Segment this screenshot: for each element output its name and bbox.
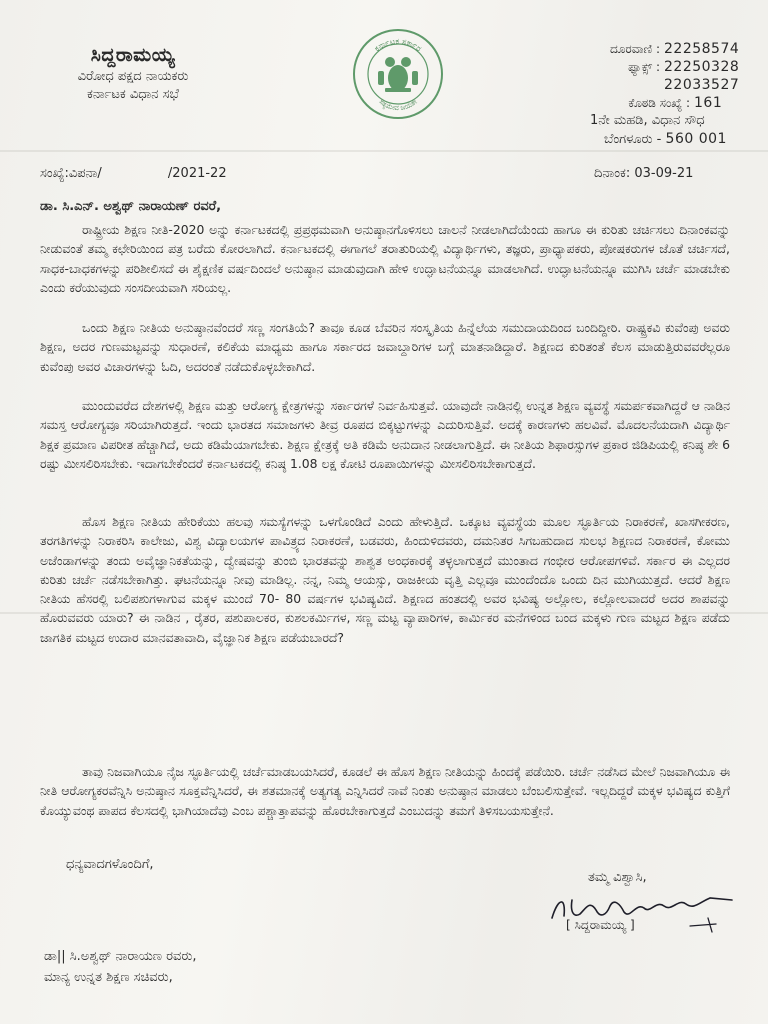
recipient-block xyxy=(44,946,196,988)
room-number: 161 xyxy=(694,95,723,111)
sender-designation: ವಿರೋಧ ಪಕ್ಷದ ನಾಯಕರು xyxy=(77,69,189,84)
government-emblem xyxy=(350,26,446,122)
date-label: ದಿನಾಂಕ: xyxy=(594,166,631,181)
letter-date xyxy=(594,166,693,181)
paragraph-3: ಮುಂದುವರೆದ ದೇಶಗಳಲ್ಲಿ ಶಿಕ್ಷಣ ಮತ್ತು ಆರೋಗ್ಯ ಕ್ಷೇತ್ರಗಳನ್ನು ಸರ್ಕಾರಗಳೆ ನಿರ್ವಹಿಸುತ್ತವೆ. ಯಾವುದೇ ನಾಡಿನಲ್ಲಿ ಉನ್ನತ ಶಿಕ್ಷಣ ವ್ಯವಸ್ಥೆ ಸಮರ್ಪಕವಾಗಿದ್ದರೆ ಆ ನಾಡಿನ ಸಮಸ್ತ ಆರೋಗ್ಯವೂ ಸರಿಯಾಗಿರುತ್ತದೆ. ಇಂದು ಭಾರತದ ಸಮಾಜಗಳು ತೀವ್ರ ರೂಪದ ಬಿಕ್ಕಟ್ಟುಗಳನ್ನು ಎದುರಿಸುತ್ತಿವೆ. ಅದಕ್ಕೆ ಕಾರಣಗಳು ಹಲವಿವೆ. ಮೊದಲನೆಯದಾಗಿ ವಿದ್ಯಾರ್ಥಿ ಶಿಕ್ಷಕ ಪ್ರಮಾಣ ವಿಪರೀತ ಹೆಚ್ಚಾಗಿದೆ, ಅದು ಕಡಿಮೆಯಾಗಬೇಕು. ಶಿಕ್ಷಣ ಕ್ಷೇತ್ರಕ್ಕೆ ಅತಿ ಕಡಿಮೆ ಅನುದಾನ ನೀಡಲಾಗುತ್ತಿದೆ. ಈ ನೀತಿಯ ಶಿಫಾರಸ್ಸುಗಳ ಪ್ರಕಾರ ಜಿಡಿಪಿಯಲ್ಲಿ ಕನಿಷ್ಠ ಶೇ 6 ರಷ್ಟು ಮೀಸಲಿರಿಸಬೇಕು. ಇದಾಗಬೇಕೆಂದರೆ ಕರ್ನಾಟಕದಲ್ಲಿ ಕನಿಷ್ಠ 1.08 ಲಕ್ಷ ಕೋಟಿ ರೂಪಾಯಿಗಳನ್ನು ಮೀಸಲಿರಿಸಬೇಕಾಗುತ್ತದೆ. xyxy=(40,398,730,471)
phone-label: ದೂರವಾಣಿ : xyxy=(609,42,660,56)
paragraph-1: ರಾಷ್ಟ್ರೀಯ ಶಿಕ್ಷಣ ನೀತಿ-2020 ಅನ್ನು ಕರ್ನಾಟಕದಲ್ಲಿ ಪ್ರಪ್ರಥಮವಾಗಿ ಅನುಷ್ಠಾನಗೊಳಿಸಲು ಚಾಲನೆ ನೀಡಲಾಗಿದೆಯೆಂದು ಹಾಗೂ ಈ ಕುರಿತು ಚರ್ಚಿಸಲು ದಿನಾಂಕವನ್ನು ನೀಡುವಂತೆ ತಮ್ಮ ಕಛೇರಿಯಿಂದ ಪತ್ರ ಬರೆದು ಕೋರಲಾಗಿದೆ. ಕರ್ನಾಟಕದಲ್ಲಿ ಈಗಾಗಲೆ ತರಾತುರಿಯಲ್ಲಿ ವಿದ್ಯಾರ್ಥಿಗಳು, ತಜ್ಞರು, ಪ್ರಾಧ್ಯಾಪಕರು, ಪೋಷಕರುಗಳ ಜೊತೆ ಚರ್ಚಿಸದೆ, ಸಾಧಕ-ಬಾಧಕಗಳನ್ನು ಪರಿಶೀಲಿಸದೆ ಈ ಶೈಕ್ಷಣಿಕ ವರ್ಷದಿಂದಲೆ ಅನುಷ್ಠಾನ ಮಾಡುವುದಾಗಿ ಹೇಳಿ ಉದ್ಘಾಟನೆಯನ್ನೂ ಮಾಡಲಾಗಿದೆ. ಉದ್ಘಾಟನೆಯನ್ನೂ ಮುಗಿಸಿ ಚರ್ಚೆ ಮಾಡಬೇಕು ಎಂದು ಕರೆಯುವುದು ಸಂಸದೀಯವಾಗಿ ಸರಿಯಲ್ಲ. xyxy=(40,222,730,295)
paragraph-2: ಒಂದು ಶಿಕ್ಷಣ ನೀತಿಯ ಅನುಷ್ಠಾನವೆಂದರೆ ಸಣ್ಣ ಸಂಗತಿಯೆ? ತಾವೂ ಕೂಡ ಬೆವರಿನ ಸಂಸ್ಕೃತಿಯ ಹಿನ್ನೆಲೆಯ ಸಮುದಾಯದಿಂದ ಬಂದಿದ್ದೀರಿ. ರಾಷ್ಟ್ರಕವಿ ಕುವೆಂಪು ಅವರು ಶಿಕ್ಷಣ, ಅದರ ಗುಣಮಟ್ಟವನ್ನು ಸುಧಾರಣೆ, ಕಲಿಕೆಯ ಮಾಧ್ಯಮ ಹಾಗೂ ಸರ್ಕಾರದ ಜವಾಬ್ದಾರಿಗಳ ಬಗ್ಗೆ ಮಾತನಾಡಿದ್ದಾರೆ. ಶಿಕ್ಷಣದ ಕುರಿತಂತೆ ಕೆಲಸ ಮಾಡುತ್ತಿರುವವರೆಲ್ಲರೂ ಕುವೆಂಪು ಅವರ ವಿಚಾರಗಳನ್ನು ಓದಿ, ಅದರಂತೆ ನಡೆದುಕೊಳ್ಳಬೇಕಾಗಿದೆ. xyxy=(40,320,730,374)
fax-number-1: 22250328 xyxy=(664,59,740,75)
fax-label: ಫ್ಯಾಕ್ಸ್ : xyxy=(628,60,660,74)
salutation: ಡಾ. ಸಿ.ಎನ್. ಅಶ್ವಥ್ ನಾರಾಯಣ್ ರವರೆ, xyxy=(40,199,222,214)
emblem-figure xyxy=(378,57,418,92)
paragraph-5: ತಾವು ನಿಜವಾಗಿಯೂ ನೈಜ ಸ್ಫೂರ್ತಿಯಲ್ಲಿ ಚರ್ಚೆಮಾಡಬಯಸಿದರೆ, ಕೂಡಲೆ ಈ ಹೊಸ ಶಿಕ್ಷಣ ನೀತಿಯನ್ನು ಹಿಂದಕ್ಕೆ ಪಡೆಯಿರಿ. ಚರ್ಚೆ ನಡೆಸಿದ ಮೇಲೆ ನಿಜವಾಗಿಯೂ ಈ ನೀತಿ ಆರೋಗ್ಯಕರವೆನ್ನಿಸಿ ಅನುಷ್ಠಾನ ಸೂಕ್ತವೆನ್ನಿಸಿದರೆ, ಈ ಶತಮಾನಕ್ಕೆ ಅತ್ಯಗತ್ಯ ಎನ್ನಿಸಿದರೆ ನಾವೆ ನಿಂತು ಅನುಷ್ಠಾನ ಮಾಡಲು ಬೆಂಬಲಿಸುತ್ತೇವೆ. ಇಲ್ಲದಿದ್ದರೆ ಮಕ್ಕಳ ಭವಿಷ್ಯದ ಕುತ್ತಿಗೆ ಕೊಯ್ಯುವಂಥ ಪಾಪದ ಕೆಲಸದಲ್ಲಿ ಭಾಗಿಯಾದೆವು ಎಂಬ ಪಶ್ಚಾತ್ತಾಪವನ್ನು ಹೊರಬೇಕಾಗುತ್ತದೆ ಎಂಬುದನ್ನು ತಮಗೆ ತಿಳಿಸಬಯಸುತ್ತೇನೆ. xyxy=(40,764,730,818)
signatory-name: [ ಸಿದ್ದರಾಮಯ್ಯ ] xyxy=(566,918,635,932)
closing-line: ಧನ್ಯವಾದಗಳೊಂದಿಗೆ, xyxy=(66,857,154,872)
address-line-1: 1ನೇ ಮಹಡಿ, ವಿಧಾನ ಸೌಧ xyxy=(590,113,705,128)
room-label: ಕೊಠಡಿ ಸಂಖ್ಯೆ : xyxy=(628,96,690,110)
fax-number-2: 22033527 xyxy=(664,77,740,93)
letterhead-block xyxy=(48,44,218,102)
paper-crease xyxy=(0,150,768,152)
reference-number xyxy=(40,166,227,181)
ref-label: ಸಂಖ್ಯೆ:ವಿಪನಾ/ xyxy=(40,166,102,181)
paragraph-4: ಹೊಸ ಶಿಕ್ಷಣ ನೀತಿಯ ಹೇರಿಕೆಯು ಹಲವು ಸಮಸ್ಯೆಗಳನ್ನು ಒಳಗೊಂಡಿದೆ ಎಂದು ಹೇಳುತ್ತಿದೆ. ಒಕ್ಕೂಟ ವ್ಯವಸ್ಥೆಯ ಮೂಲ ಸ್ಫೂರ್ತಿಯ ನಿರಾಕರಣೆ, ಖಾಸಗೀಕರಣ, ತರಗತಿಗಳನ್ನು ನಿರಾಕರಿಸಿ ಕಾಲೇಜು, ವಿಶ್ವ ವಿದ್ಯಾಲಯಗಳ ಪಾವಿತ್ರ್ಯದ ನಿರಾಕರಣೆ, ಬಡವರು, ಹಿಂದುಳಿದವರು, ದಮನಿತರ ಸಿಗಬಹುದಾದ ಸುಲಭ ಶಿಕ್ಷಣದ ನಿರಾಕರಣೆ, ಕೋಮು ಅಜೆಂಡಾಗಳನ್ನು ತಂದು ಅವೈಜ್ಞಾನಿಕತೆಯನ್ನು, ದ್ವೇಷವನ್ನು ತುಂಬಿ ಭಾರತವನ್ನು ಶಾಶ್ವತ ಅಂಧಕಾರಕ್ಕೆ ತಳ್ಳಲಾಗುತ್ತದೆ ಮುಂತಾದ ಗಂಭೀರ ಆರೋಪಗಳಿವೆ. ಸರ್ಕಾರ ಈ ಎಲ್ಲದರ ಕುರಿತು ಚರ್ಚೆ ನಡೆಸಬೇಕಾಗಿತ್ತು. ಘಟನೆಯನ್ನೂ ನೀವು ಮಾಡಿಲ್ಲ. ನನ್ನ, ನಿಮ್ಮ ಆಯಸ್ಸು, ರಾಜಕೀಯ ವೃತ್ತಿ ಎಲ್ಲವೂ ಮುಂದೆಂದೊ ಒಂದು ದಿನ ಮುಗಿಯುತ್ತದೆ. ಆದರೆ ಶಿಕ್ಷಣ ನೀತಿಯ ಹೆಸರಲ್ಲಿ ಬಲಿಪಶುಗಳಾಗುವ ಮಕ್ಕಳ ಮುಂದೆ 70- 80 ವರ್ಷಗಳ ಭವಿಷ್ಯವಿದೆ. ಶಿಕ್ಷಣದ ಹಂತದಲ್ಲಿ ಅವರ ಭವಿಷ್ಯ ಅಲ್ಲೋಲ, ಕಲ್ಲೋಲವಾದರೆ ಅದರ ಶಾಪವನ್ನು ಹೊರುವವರು ಯಾರು? ಈ ನಾಡಿನ , ರೈತರ, ಪಶುಪಾಲಕರ, ಕುಶಲಕರ್ಮಿಗಳ, ಸಣ್ಣ ಮಟ್ಟ ವ್ಯಾಪಾರಿಗಳ, ಕಾರ್ಮಿಕರ ಮನೆಗಳಿಂದ ಬಂದ ಮಕ್ಕಳು ಗುಣ ಮಟ್ಟದ ಶಿಕ್ಷಣ ಪಡೆದು ಜಾಗತಿಕ ಮಟ್ಟದ ಉದಾರ ಮಾನವತಾವಾದಿ, ವೈಜ್ಞಾನಿಕ ಶಿಕ್ಷಣ ಪಡೆಯಬಾರದೆ? xyxy=(40,514,730,645)
recipient-name: ಡಾ|| ಸಿ.ಅಶ್ವಥ್ ನಾರಾಯಣ ರವರು, xyxy=(44,949,197,964)
address-city: ಬೆಂಗಳೂರು - xyxy=(604,132,662,147)
emblem-bottom-text: ಸತ್ಯಮೇವ ಜಯತೇ xyxy=(377,97,419,113)
yours-faithfully: ತಮ್ಮ ವಿಶ್ವಾಸಿ, xyxy=(588,870,647,885)
ref-year: /2021-22 xyxy=(167,166,227,181)
contact-block xyxy=(590,40,744,149)
pincode: 560 001 xyxy=(665,131,727,147)
sender-name: ಸಿದ್ದರಾಮಯ್ಯ xyxy=(90,44,176,66)
date-value: 03-09-21 xyxy=(634,166,694,181)
recipient-title: ಮಾನ್ಯ ಉನ್ನತ ಶಿಕ್ಷಣ ಸಚಿವರು, xyxy=(44,970,173,985)
emblem-top-text: ಕರ್ನಾಟಕ ಸರ್ಕಾರ xyxy=(372,36,424,54)
sender-office: ಕರ್ನಾಟಕ ವಿಧಾನ ಸಭೆ xyxy=(87,87,179,102)
phone-number: 22258574 xyxy=(664,41,740,57)
